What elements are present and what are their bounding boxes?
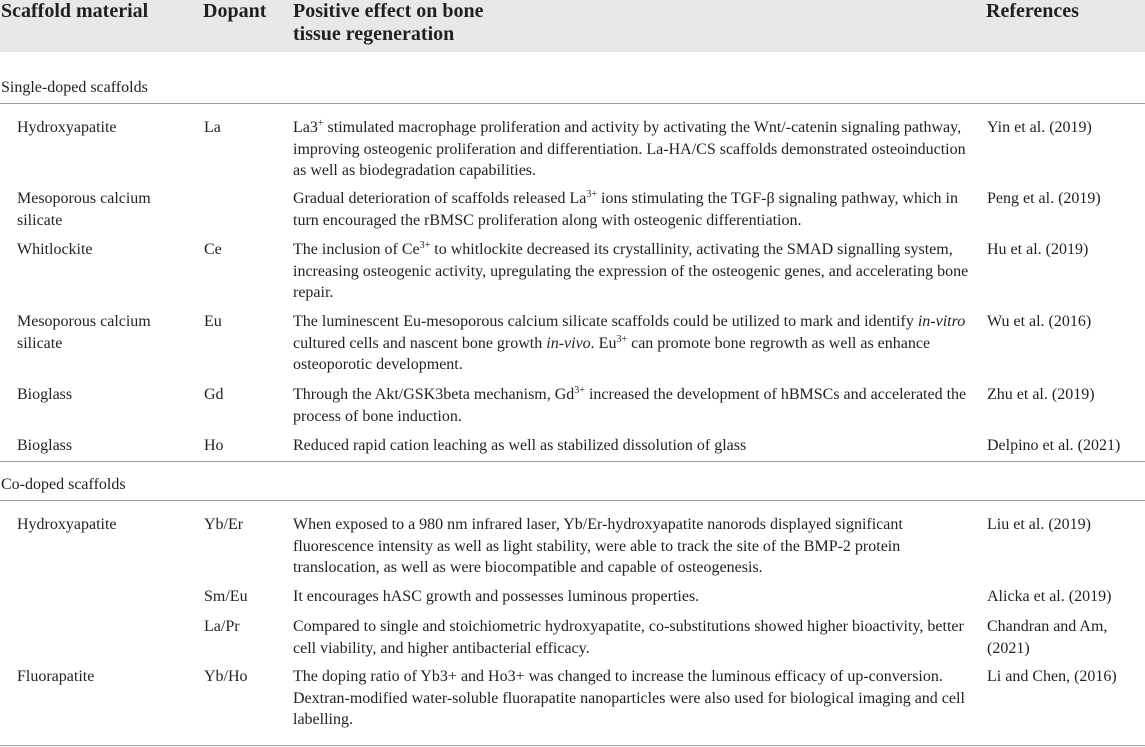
cell-dopant: Ho: [204, 437, 224, 454]
cell-reference: Li and Chen, (2016): [987, 668, 1117, 685]
cell-material: Mesoporous calcium silicate: [17, 190, 151, 229]
cell-reference: Zhu et al. (2019): [987, 386, 1095, 403]
cell-dopant: Eu: [204, 313, 222, 330]
cell-reference: Liu et al. (2019): [987, 516, 1091, 533]
cell-effect: Through the Akt/GSK3beta mechanism, $Gd^{3+}$ increased the development of hBMSCs and accelerated the process of bone induction.: [293, 385, 967, 425]
cell-reference: Hu et al. (2019): [987, 241, 1089, 258]
cell-material: Hydroxyapatite: [17, 119, 117, 136]
cell-reference: Chandran and Am, (2021): [987, 618, 1108, 657]
cell-dopant: La/Pr: [204, 618, 240, 635]
cell-effect: Reduced rapid cation leaching as well as stabilized dissolution of glass: [293, 437, 747, 454]
divider: [0, 745, 1145, 746]
cell-effect: Compared to single and stoichiometric hydroxyapatite, co-substitutions showed higher bioactivity, better cell viability, and higher antibacterial efficacy.: [293, 618, 964, 657]
section-co-doped: Co-doped scaffolds: [1, 476, 126, 493]
cell-dopant: La: [204, 119, 221, 136]
cell-effect: The inclusion of $Ce^{3+}$ to whitlockite decreased its crystallinity, activating the SMAD signalling system, increasing osteogenic activity, upregulating the expression of the osteogenic genes, and accelerating bone repair.: [293, 240, 969, 301]
cell-dopant: Sm/Eu: [204, 588, 248, 605]
cell-effect: The doping ratio of Yb3+ and Ho3+ was changed to increase the luminous efficacy of up-conversion. Dextran-modified water-soluble fluorapatite nanoparticles were also used for biological imaging and cell labelling.: [293, 668, 965, 728]
header-dopant: Dopant: [203, 0, 267, 22]
cell-dopant: Ce: [204, 241, 222, 258]
header-effect: Positive effect on bone tissue regeneration: [293, 0, 484, 45]
table-header: [0, 0, 1145, 52]
cell-effect: It encourages hASC growth and possesses luminous properties.: [293, 588, 700, 605]
cell-dopant: Gd: [204, 386, 224, 403]
cell-dopant: Yb/Ho: [204, 668, 248, 685]
cell-effect: La3+ stimulated macrophage proliferation and activity by activating the Wnt/-catenin signaling pathway, improving osteogenic proliferation and differentiation. La-HA/CS scaffolds demonstrated osteoinduction as well as biodegradation capabilities.: [293, 118, 966, 179]
cell-reference: Wu et al. (2016): [987, 313, 1092, 330]
header-references: References: [986, 0, 1079, 22]
cell-material: Mesoporous calcium silicate: [17, 313, 151, 352]
divider: [0, 461, 1145, 462]
cell-reference: Alicka et al. (2019): [987, 588, 1112, 605]
cell-material: Whitlockite: [17, 241, 93, 258]
cell-material: Hydroxyapatite: [17, 516, 117, 533]
cell-reference: Delpino et al. (2021): [987, 437, 1121, 454]
section-single-doped: Single-doped scaffolds: [1, 79, 148, 96]
cell-reference: Yin et al. (2019): [987, 119, 1092, 136]
cell-effect: When exposed to a 980 nm infrared laser, Yb/Er-hydroxyapatite nanorods displayed significant fluorescence intensity as well as light stability, were able to track the site of the BMP-2 protein translocation, as well as were biocompatible and capable of osteogenesis.: [293, 516, 903, 576]
cell-dopant: Yb/Er: [204, 516, 244, 533]
cell-material: Bioglass: [17, 437, 73, 454]
cell-material: Bioglass: [17, 386, 73, 403]
cell-material: Fluorapatite: [17, 668, 95, 685]
cell-effect: Gradual deterioration of scaffolds released $La^{3+}$ ions stimulating the TGF-β signaling pathway, which in turn encouraged the rBMSC proliferation along with osteogenic differentiation.: [293, 189, 958, 229]
header-material: Scaffold material: [1, 0, 149, 22]
cell-effect: The luminescent Eu-mesoporous calcium silicate scaffolds could be utilized to mark and identify in-vitro cultured cells and nascent bone growth in-vivo. $Eu^{3+}$ can promote bone regrowth as well as enhance osteoporotic development.: [293, 313, 966, 373]
divider: [0, 500, 1145, 501]
divider: [0, 103, 1145, 104]
cell-reference: Peng et al. (2019): [987, 190, 1101, 207]
